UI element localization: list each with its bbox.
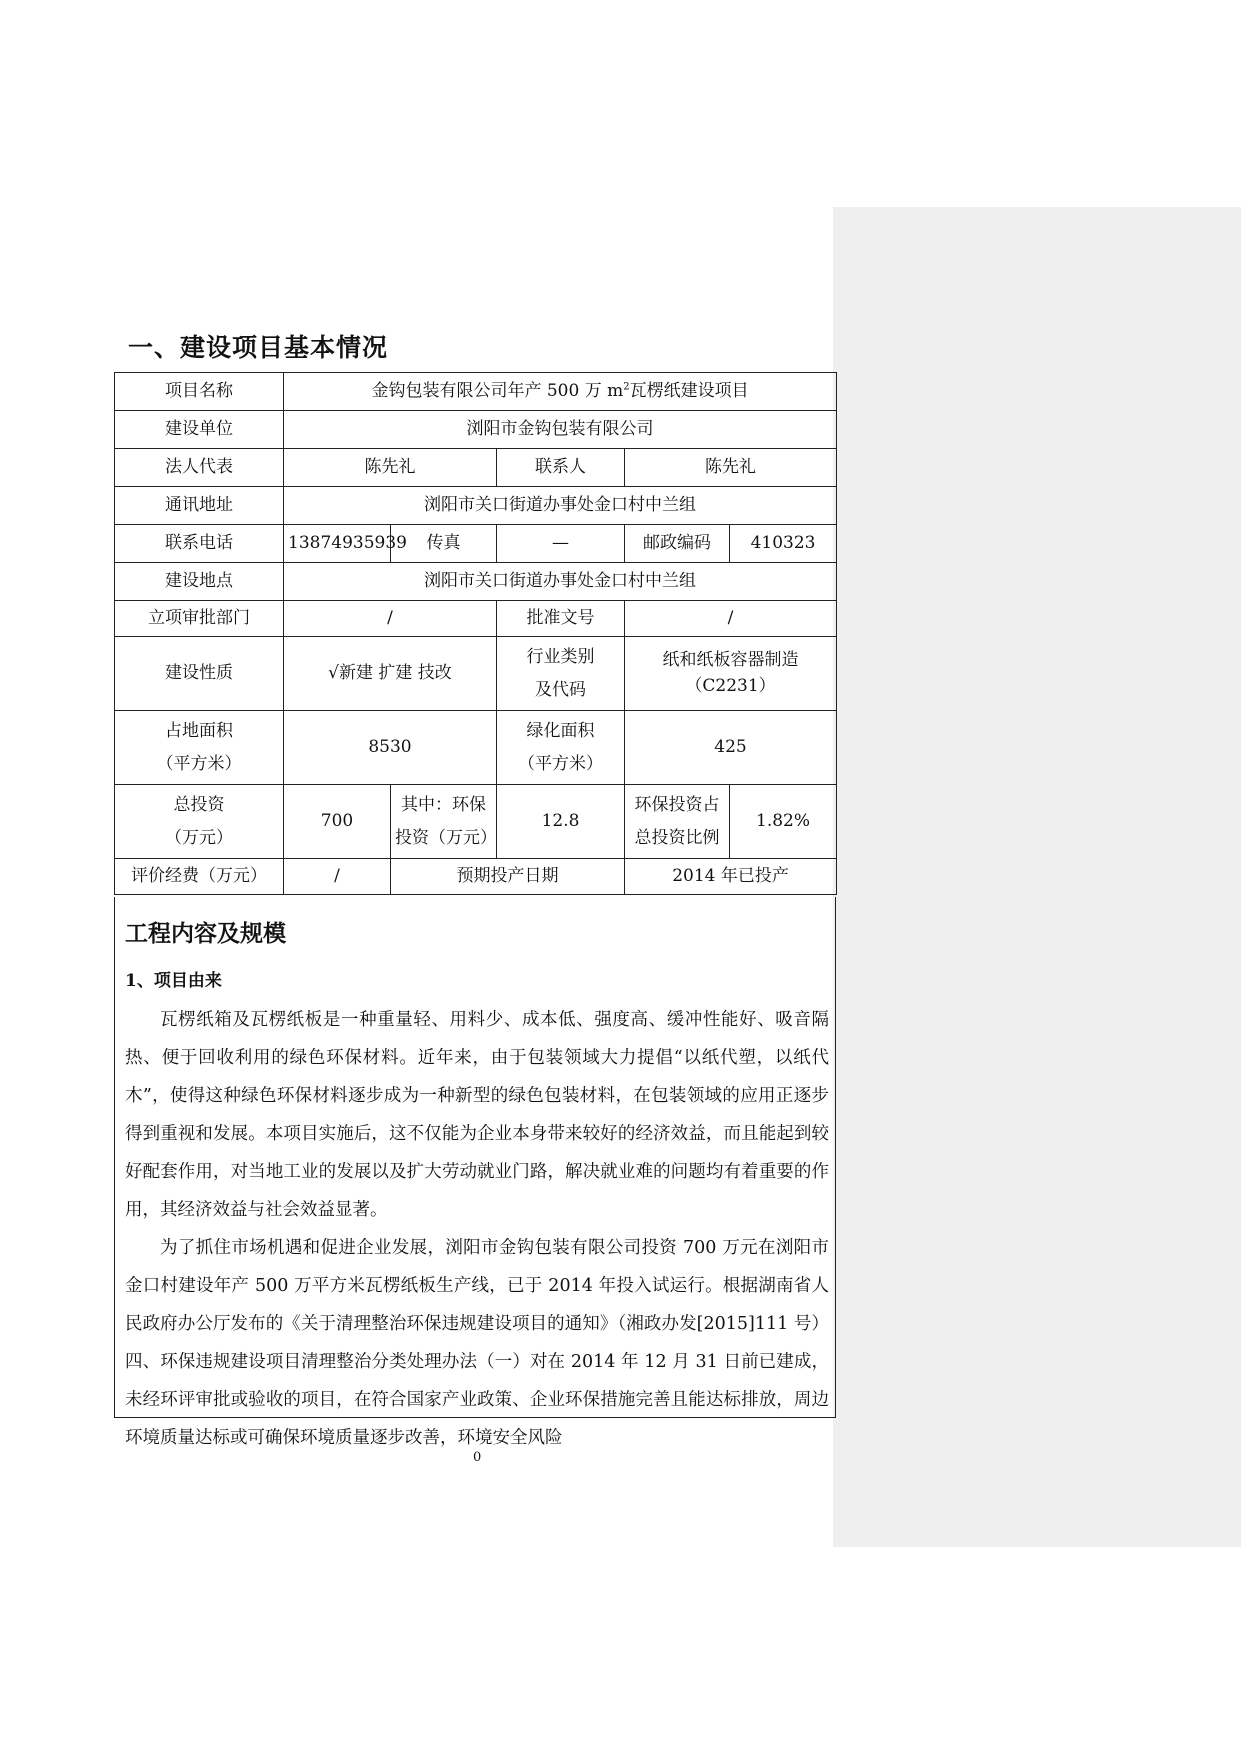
- cell-value: —: [497, 525, 625, 563]
- table-row: [115, 487, 837, 525]
- cell-value: √新建 扩建 技改: [284, 637, 497, 711]
- project-info-table: [114, 372, 837, 895]
- content-subtitle: 1、项目由来: [125, 971, 222, 991]
- cell-label: 环保投资占 总投资比例: [625, 785, 730, 859]
- cell-value: 410323: [730, 525, 837, 563]
- cell-label: 立项审批部门: [115, 601, 284, 637]
- page-number: 0: [473, 1450, 482, 1465]
- paragraph: 为了抓住市场机遇和促进企业发展，浏阳市金钩包装有限公司投资 700 万元在浏阳市金口村建设年产 500 万平方米瓦楞纸板生产线，已于 2014 年投入试运行。根据湖南省人民政府办公厅发布的《关于清理整治环保违规建设项目的通知》（湘政办发[2015]111 号）四、环保违规建设项目清理整治分类处理办法（一）对在 2014 年 12 月 31 日前已建成，未经环评审批或验收的项目，在符合国家产业政策、企业环保措施完善且能达标排放，周边环境质量达标或可确保环境质量逐步改善，环境安全风险: [125, 1238, 829, 1448]
- cell-label: 联系电话: [115, 525, 284, 563]
- project-content-box: [114, 897, 836, 1448]
- cell-label: 总投资 （万元）: [115, 785, 284, 859]
- cell-label: 预期投产日期: [391, 859, 625, 895]
- table-row: [115, 373, 837, 411]
- cell-value: 13874935939: [284, 525, 391, 563]
- cell-value: 浏阳市金钩包装有限公司: [284, 411, 837, 449]
- cell-label: 项目名称: [115, 373, 284, 411]
- cell-label: 绿化面积 （平方米）: [497, 711, 625, 785]
- cell-label: 建设性质: [115, 637, 284, 711]
- cell-value: 12.8: [497, 785, 625, 859]
- cell-label: 法人代表: [115, 449, 284, 487]
- table-row: [115, 785, 837, 859]
- cell-label: 建设单位: [115, 411, 284, 449]
- table-row: [115, 601, 837, 637]
- table-row: [115, 711, 837, 785]
- cell-label: 联系人: [497, 449, 625, 487]
- cell-value: /: [284, 859, 391, 895]
- table-row: [115, 637, 837, 711]
- cell-value: 425: [625, 711, 837, 785]
- table-row: [115, 563, 837, 601]
- comment-pane: [833, 207, 1241, 1547]
- paragraph: 瓦楞纸箱及瓦楞纸板是一种重量轻、用料少、成本低、强度高、缓冲性能好、吸音隔热、便于回收利用的绿色环保材料。近年来，由于包装领域大力提倡“以纸代塑，以纸代木”，使得这种绿色环保材料逐步成为一种新型的绿色包装材料，在包装领域的应用正逐步得到重视和发展。本项目实施后，这不仅能为企业本身带来较好的经济效益，而且能起到较好配套作用，对当地工业的发展以及扩大劳动就业门路，解决就业难的问题均有着重要的作用，其经济效益与社会效益显著。: [125, 1010, 829, 1220]
- table-row: [115, 449, 837, 487]
- cell-value: 8530: [284, 711, 497, 785]
- cell-value: /: [284, 601, 497, 637]
- cell-value: /: [625, 601, 837, 637]
- cell-value: 1.82%: [730, 785, 837, 859]
- cell-value: 浏阳市关口街道办事处金口村中兰组: [284, 487, 837, 525]
- cell-label: 通讯地址: [115, 487, 284, 525]
- cell-label: 占地面积 （平方米）: [115, 711, 284, 785]
- cell-value: 陈先礼: [625, 449, 837, 487]
- cell-label: 批准文号: [497, 601, 625, 637]
- cell-value: 2014 年已投产: [625, 859, 837, 895]
- cell-label: 行业类别 及代码: [497, 637, 625, 711]
- cell-value: 700: [284, 785, 391, 859]
- cell-value: 浏阳市关口街道办事处金口村中兰组: [284, 563, 837, 601]
- cell-value: 纸和纸板容器制造 （C2231）: [625, 637, 837, 711]
- cell-value: 陈先礼: [284, 449, 497, 487]
- cell-label: 建设地点: [115, 563, 284, 601]
- cell-label: 邮政编码: [625, 525, 730, 563]
- table-row: [115, 525, 837, 563]
- section-title: 一、建设项目基本情况: [128, 333, 389, 362]
- cell-label: 评价经费（万元）: [115, 859, 284, 895]
- cell-label: 传真: [391, 525, 497, 563]
- content-title: 工程内容及规模: [125, 921, 286, 947]
- table-row: [115, 859, 837, 895]
- cell-project-name: 金钩包装有限公司年产 500 万 $m^2$瓦楞纸建设项目: [284, 373, 837, 411]
- table-row: [115, 411, 837, 449]
- cell-label: 其中：环保 投资（万元）: [391, 785, 497, 859]
